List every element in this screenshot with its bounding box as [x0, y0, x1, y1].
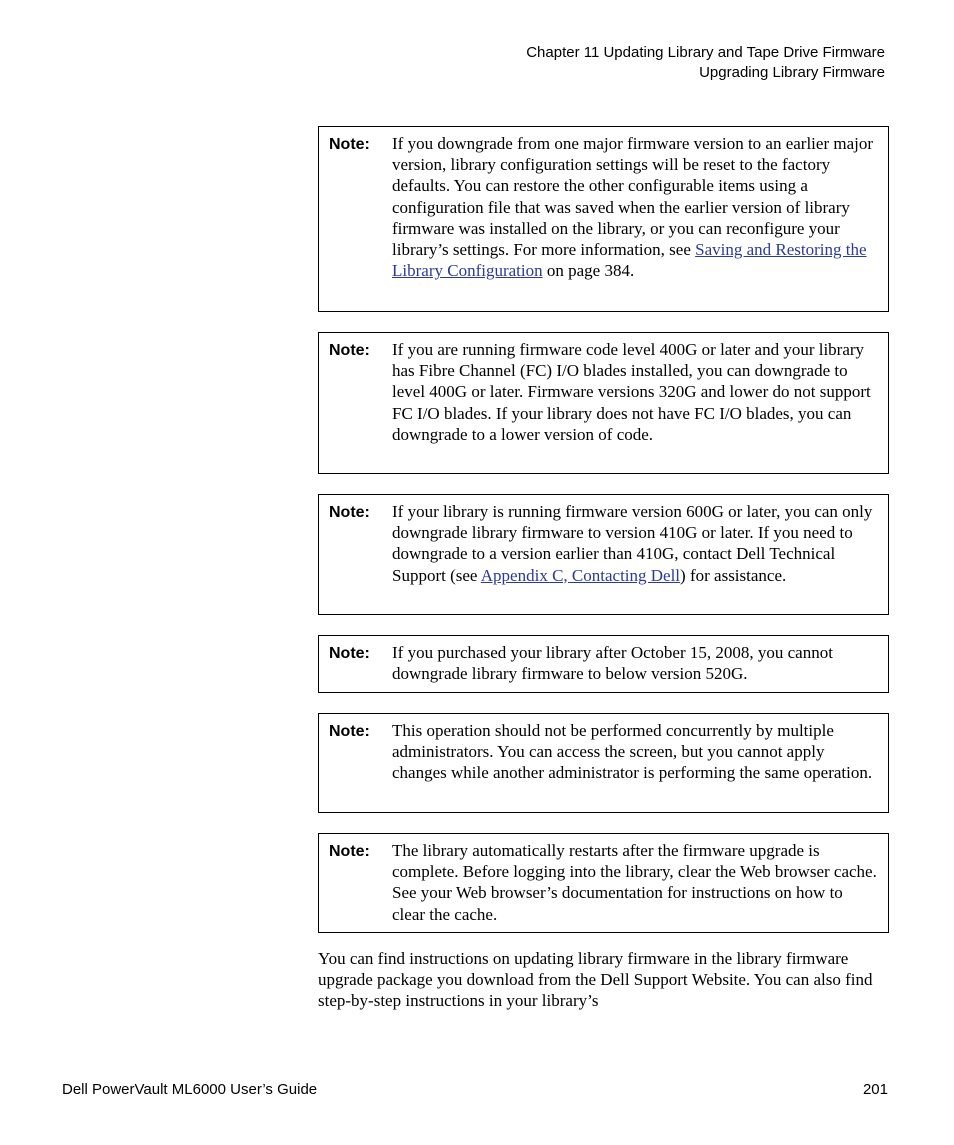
note-box-restart-cache	[318, 833, 889, 933]
note-text-after-link: on page 384.	[542, 261, 635, 281]
note-label: Note:	[329, 723, 370, 740]
running-header	[526, 43, 885, 83]
note-text: If you are running firmware code level 400G or later and your library has Fibre Channel (FC) I/O blades installed, you can downgrade to level 400G or later. Firmware versions 320G and lower do not support FC I/O blades. If your library does not have FC I/O blades, you can downgrade to a lower version of code.	[392, 340, 871, 444]
note-label: Note:	[329, 504, 370, 521]
footer-guide-title: Dell PowerVault ML6000 User’s Guide	[62, 1081, 318, 1098]
note-text: This operation should not be performed concurrently by multiple administrators. You can access the screen, but you cannot apply changes while another administrator is performing the same operation.	[392, 721, 873, 783]
note-text: If you purchased your library after October 15, 2008, you cannot downgrade library firmware to below version 520G.	[392, 643, 833, 684]
section-title: Upgrading Library Firmware	[699, 64, 885, 81]
note-box-600g-downgrade	[318, 494, 889, 615]
note-box-purchase-date	[318, 635, 889, 693]
note-label: Note:	[329, 645, 370, 662]
note-text	[392, 501, 880, 586]
note-label: Note:	[329, 843, 370, 860]
note-label: Note:	[329, 342, 370, 359]
note-text	[392, 133, 880, 281]
chapter-title: Chapter 11 Updating Library and Tape Drive Firmware	[526, 44, 885, 61]
body-paragraph: You can find instructions on updating library firmware in the library firmware upgrade package you download from the Dell Support Website. You can also find step-by-step instructions in your library’s	[318, 949, 873, 1011]
note-box-fc-io-blades	[318, 332, 889, 474]
note-label: Note:	[329, 136, 370, 153]
note-text-before-link: If your library is running firmware version 600G or later, you can only downgrade library firmware to version 410G or later. If you need to downgrade to a version earlier than 410G, contact Dell Technical Support (see	[392, 502, 873, 585]
note-box-concurrent-admins	[318, 713, 889, 813]
note-text: The library automatically restarts after the firmware upgrade is complete. Before logging into the library, clear the Web browser cache. See your Web browser’s documentation for instructions on how to clear the cache.	[392, 841, 877, 924]
page-number: 201	[862, 1081, 888, 1098]
link-appendix-c-contacting-dell[interactable]: Appendix C, Contacting Dell	[480, 565, 681, 585]
note-box-downgrade-settings	[318, 126, 889, 312]
note-text-before-link: If you downgrade from one major firmware version to an earlier major version, library configuration settings will be reset to the factory defaults. You can restore the other configurable items using a configuration file that was saved when the earlier version of library firmware was installed on the library, or you can reconfigure your library’s settings. For more information, see	[392, 134, 874, 260]
note-text-after-link: ) for assistance.	[680, 565, 787, 585]
link-saving-restoring-configuration[interactable]: Saving and Restoring the Library Configuration	[392, 240, 867, 281]
